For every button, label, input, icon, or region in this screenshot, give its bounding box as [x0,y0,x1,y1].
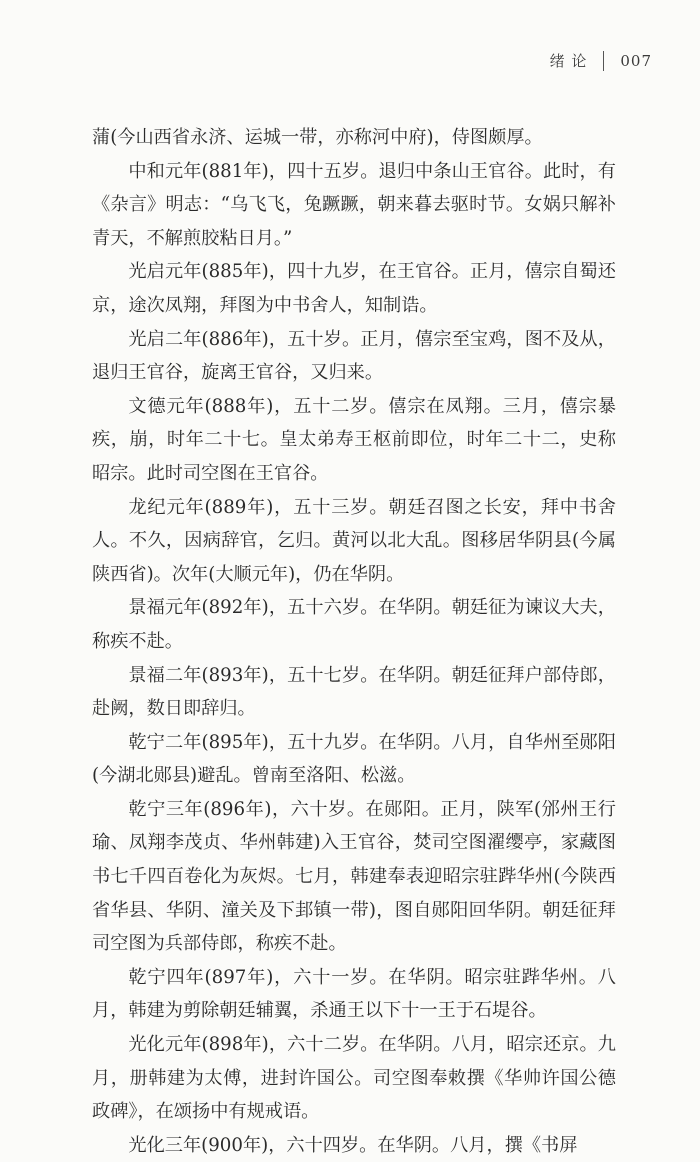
header-divider [603,51,604,71]
paragraph-881: 中和元年(881年)，四十五岁。退归中条山王官谷。此时，有《杂言》明志：“乌飞飞，兔蹶蹶，朝来暮去驱时节。女娲只解补青天，不解煎胶粘日月。” [92,160,616,249]
page-number: 007 [620,51,652,70]
paragraph-continuation: 蒲(今山西省永济、运城一带，亦称河中府)，侍图颇厚。 [92,127,543,148]
paragraph-893: 景福二年(893年)，五十七岁。在华阴。朝廷征拜户部侍郎，赴阙，数日即辞归。 [92,664,616,720]
paragraph-896: 乾宁三年(896年)，六十岁。在郧阳。正月，陕军(邠州王行瑜、凤翔李茂贞、华州韩建)入王官谷，焚司空图濯缨亭，家藏图书七千四百卷化为灰烬。七月，韩建奉表迎昭宗驻跸华州(今陕西省华县、华阴、潼关及下邽镇一带)，图自郧阳回华阴。朝廷征拜司空图为兵部侍郎，称疾不赴。 [92,798,616,955]
section-title: 绪 论 [549,52,588,70]
paragraph-889: 龙纪元年(889年)，五十三岁。朝廷召图之长安，拜中书舍人。不久，因病辞官，乞归。黄河以北大乱。图移居华阴县(今属陕西省)。次年(大顺元年)，仍在华阴。 [92,496,616,585]
paragraph-885: 光启元年(885年)，四十九岁，在王官谷。正月，僖宗自蜀还京，途次凤翔，拜图为中书舍人，知制诰。 [92,261,616,316]
paragraph-900: 光化三年(900年)，六十四岁。在华阴。八月，撰《书屏 [128,1134,578,1156]
paragraph-895: 乾宁二年(895年)，五十九岁。在华阴。八月，自华州至郧阳(今湖北郧县)避乱。曾南至洛阳、松滋。 [92,731,616,787]
paragraph-898: 光化元年(898年)，六十二岁。在华阴。八月，昭宗还京。九月，册韩建为太傅，进封许国公。司空图奉敕撰《华帅许国公德政碑》，在颂扬中有规戒语。 [92,1034,616,1123]
body-text [92,121,616,1162]
paragraph-886: 光启二年(886年)，五十岁。正月，僖宗至宝鸡，图不及从，退归王官谷，旋离王官谷，又归来。 [92,328,616,384]
paragraph-897: 乾宁四年(897年)，六十一岁。在华阴。昭宗驻跸华州。八月，韩建为剪除朝廷辅翼，杀通王以下十一王于石堤谷。 [92,966,616,1022]
paragraph-888: 文德元年(888年)，五十二岁。僖宗在凤翔。三月，僖宗暴疾，崩，时年二十七。皇太弟寿王枢前即位，时年二十二，史称昭宗。此时司空图在王官谷。 [92,395,616,484]
paragraph-892: 景福元年(892年)，五十六岁。在华阴。朝廷征为谏议大夫，称疾不赴。 [92,597,616,652]
running-header [550,50,652,71]
